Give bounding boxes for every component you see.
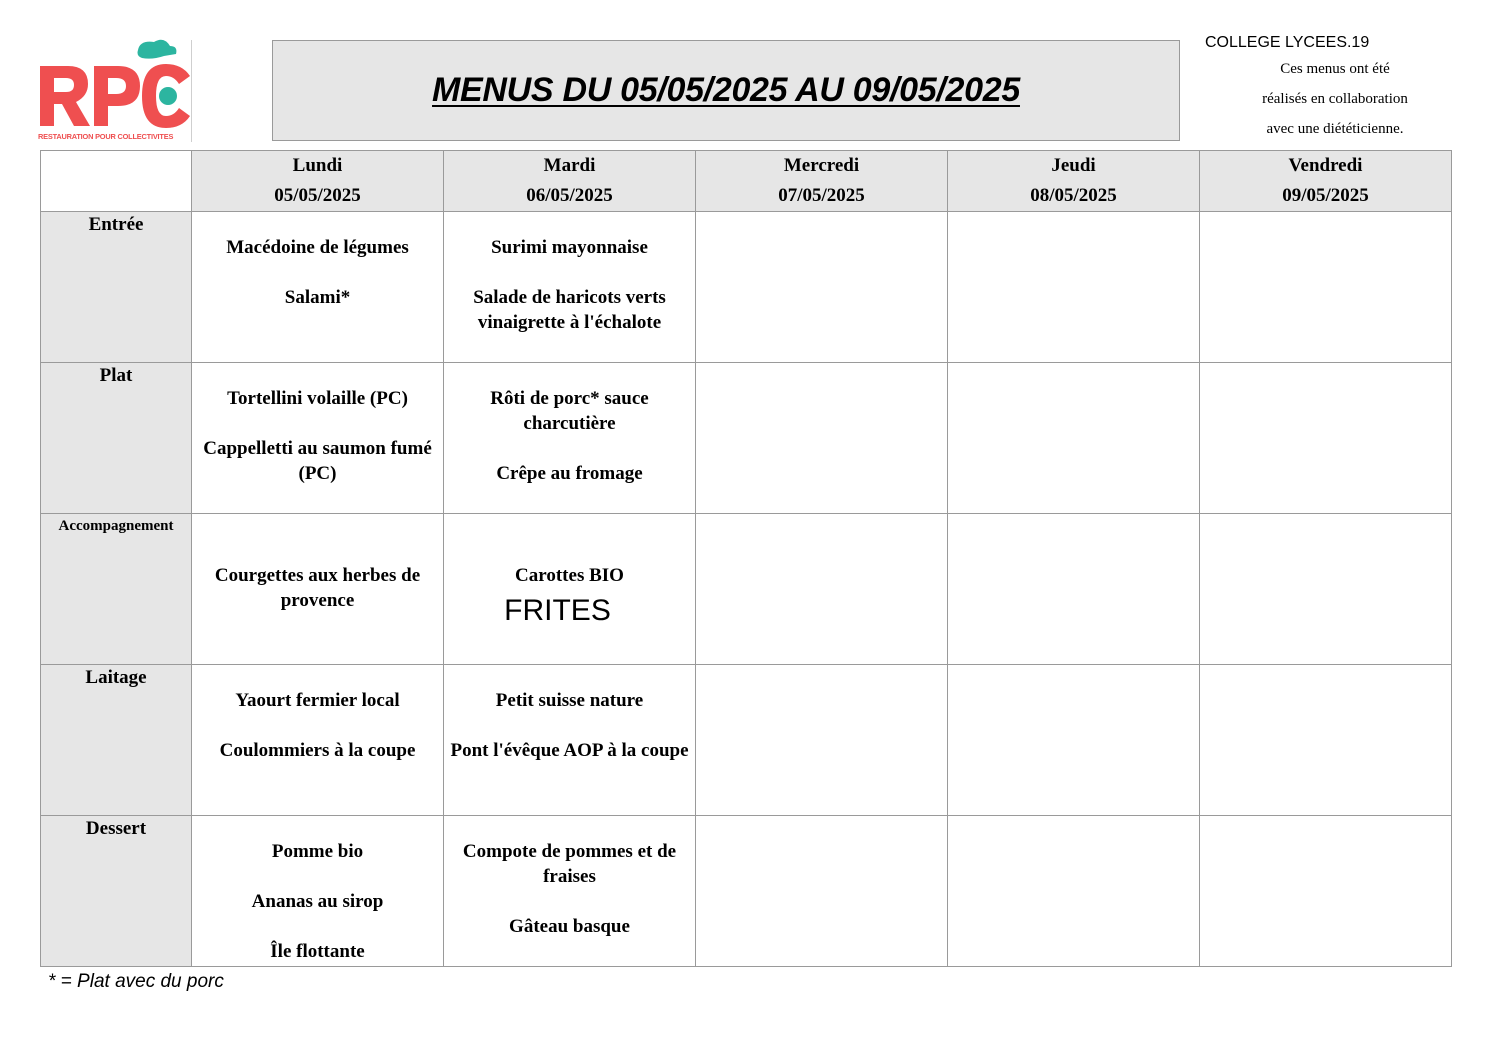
pork-footnote: * = Plat avec du porc bbox=[48, 971, 224, 992]
logo-tagline: RESTAURATION POUR COLLECTIVITES bbox=[38, 132, 174, 141]
menu-item: Pomme bio bbox=[271, 841, 364, 862]
menu-table bbox=[40, 150, 1452, 967]
menu-item: Crêpe au fromage bbox=[496, 463, 643, 484]
menu-cell-empty bbox=[948, 212, 1200, 363]
row-label: Dessert bbox=[41, 816, 192, 967]
note-line: réalisés en collaboration bbox=[1262, 91, 1408, 107]
menu-cell-empty bbox=[696, 514, 948, 665]
menu-cell bbox=[444, 816, 696, 967]
menu-item: Ananas au sirop bbox=[251, 891, 384, 912]
day-header bbox=[696, 151, 948, 212]
row-label: Entrée bbox=[41, 212, 192, 363]
row-label: Plat bbox=[41, 363, 192, 514]
menu-item: Courgettes aux herbes de provence bbox=[214, 565, 421, 611]
note-line: avec une diététicienne. bbox=[1266, 121, 1404, 137]
menu-cell bbox=[192, 212, 444, 363]
day-header bbox=[444, 151, 696, 212]
day-date: 08/05/2025 bbox=[1030, 185, 1117, 206]
menu-cell-empty bbox=[1200, 514, 1452, 665]
menu-cell bbox=[192, 816, 444, 967]
rpc-logo bbox=[36, 38, 194, 144]
dietitian-note bbox=[1224, 54, 1446, 144]
menu-item: Macédoine de légumes bbox=[226, 237, 409, 258]
menu-item: Surimi mayonnaise bbox=[491, 237, 648, 258]
table-header-row bbox=[41, 151, 1452, 212]
day-name: Jeudi bbox=[1051, 155, 1096, 176]
day-date: 07/05/2025 bbox=[778, 185, 865, 206]
menu-cell-empty bbox=[1200, 816, 1452, 967]
menu-item: Compote de pommes et de fraises bbox=[462, 841, 677, 887]
menu-cell-empty bbox=[696, 816, 948, 967]
menu-cell-empty bbox=[948, 816, 1200, 967]
menu-cell bbox=[192, 665, 444, 816]
menu-item: Carottes BIO bbox=[515, 565, 624, 586]
menu-cell bbox=[192, 514, 444, 665]
day-header bbox=[948, 151, 1200, 212]
menu-item: Salami* bbox=[284, 287, 351, 308]
menu-cell-empty bbox=[696, 212, 948, 363]
menu-cell-empty bbox=[1200, 212, 1452, 363]
menu-cell-empty bbox=[1200, 665, 1452, 816]
menu-cell-empty bbox=[696, 665, 948, 816]
menu-item: Cappelletti au saumon fumé (PC) bbox=[203, 438, 432, 484]
table-corner bbox=[41, 151, 192, 212]
menu-item: Rôti de porc* sauce charcutière bbox=[490, 388, 649, 434]
menu-cell-empty bbox=[948, 514, 1200, 665]
menu-cell-empty bbox=[948, 665, 1200, 816]
menu-item: Coulommiers à la coupe bbox=[219, 740, 416, 761]
table-row bbox=[41, 212, 1452, 363]
menu-cell-empty bbox=[696, 363, 948, 514]
menu-cell bbox=[192, 363, 444, 514]
row-label: Accompagnement bbox=[41, 514, 192, 665]
logo-divider bbox=[191, 40, 192, 142]
menu-cell bbox=[444, 363, 696, 514]
menu-item: Yaourt fermier local bbox=[235, 690, 400, 711]
school-name: COLLEGE LYCEES.19 bbox=[1205, 34, 1370, 51]
menu-item: Salade de haricots verts vinaigrette à l'échalote bbox=[473, 287, 666, 333]
day-header bbox=[192, 151, 444, 212]
day-date: 06/05/2025 bbox=[526, 185, 613, 206]
menu-item: Pont l'évêque AOP à la coupe bbox=[450, 740, 689, 761]
menu-cell-empty bbox=[948, 363, 1200, 514]
menu-cell bbox=[444, 212, 696, 363]
title-banner bbox=[272, 40, 1180, 141]
menu-cell bbox=[444, 514, 696, 665]
row-label: Laitage bbox=[41, 665, 192, 816]
menu-item: Petit suisse nature bbox=[495, 690, 644, 711]
day-date: 05/05/2025 bbox=[274, 185, 361, 206]
page-title: MENUS DU 05/05/2025 AU 09/05/2025 bbox=[432, 71, 1020, 109]
table-row bbox=[41, 514, 1452, 665]
menu-item-extra: FRITES bbox=[504, 594, 611, 627]
day-name: Mardi bbox=[543, 155, 596, 176]
menu-cell-empty bbox=[1200, 363, 1452, 514]
day-date: 09/05/2025 bbox=[1282, 185, 1369, 206]
menu-item: Île flottante bbox=[270, 941, 365, 962]
menu-item: Gâteau basque bbox=[509, 916, 630, 937]
menu-cell bbox=[444, 665, 696, 816]
note-line: Ces menus ont été bbox=[1280, 61, 1390, 77]
table-row bbox=[41, 363, 1452, 514]
day-name: Mercredi bbox=[783, 155, 860, 176]
day-name: Lundi bbox=[292, 155, 343, 176]
table-row bbox=[41, 816, 1452, 967]
menu-item: Tortellini volaille (PC) bbox=[227, 388, 408, 409]
chef-hat-icon bbox=[36, 38, 194, 144]
day-header bbox=[1200, 151, 1452, 212]
table-row bbox=[41, 665, 1452, 816]
day-name: Vendredi bbox=[1288, 155, 1363, 176]
